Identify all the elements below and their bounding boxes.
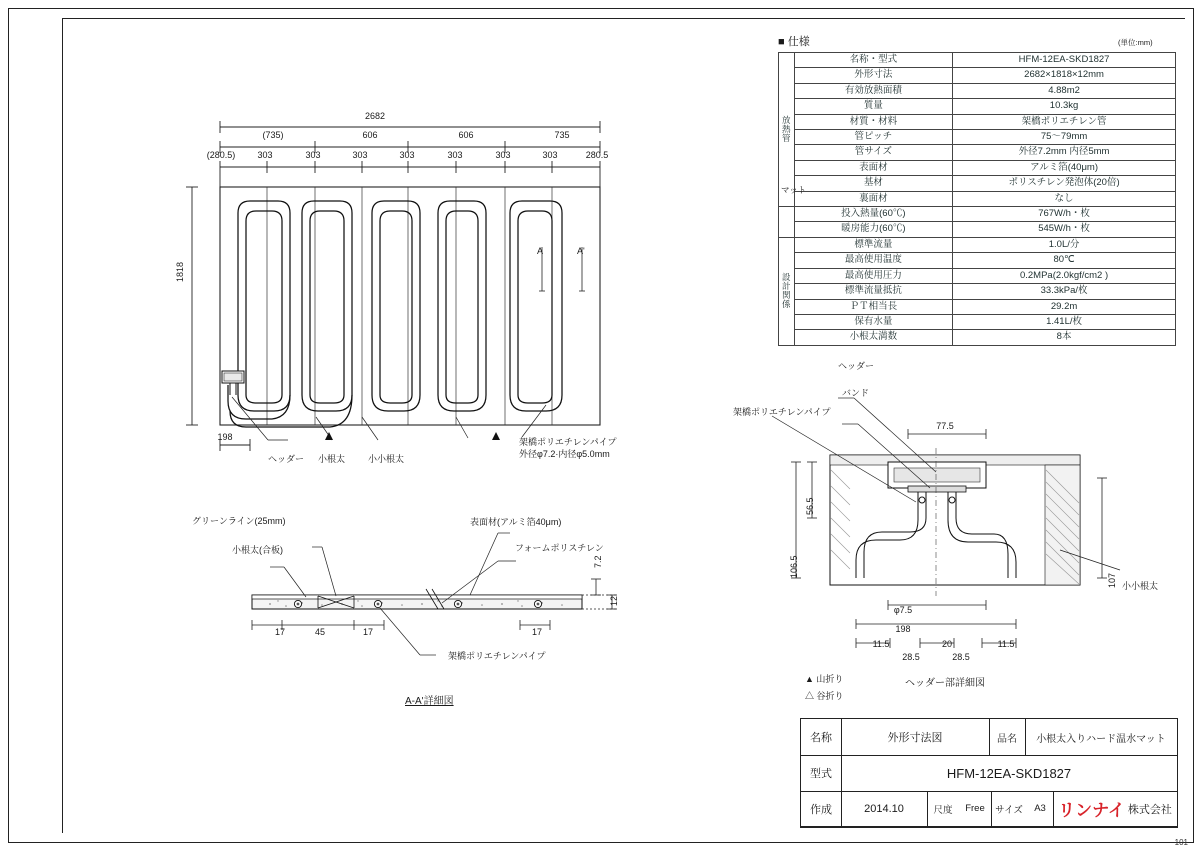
- table-row: [779, 130, 1176, 145]
- plan-dim-row2-4: 303: [399, 150, 415, 160]
- spec-table: [778, 52, 1176, 346]
- spec-value: HFM-12EA-SKD1827: [953, 53, 1176, 68]
- title-name-label: 名称: [801, 719, 842, 755]
- section-callout-koneda: 小根太(合板): [232, 545, 283, 555]
- header-dim-bottom-0: 11.5: [872, 639, 890, 649]
- title-product-label: 品名: [989, 719, 1026, 755]
- section-dim-17b: 17: [362, 627, 373, 637]
- spec-group-mat: マット: [781, 185, 807, 195]
- title-model-label: 型式: [801, 755, 842, 791]
- plan-dim-row1-2: 606: [458, 130, 474, 140]
- spec-name: 投入熱量(60℃): [794, 207, 953, 222]
- title-block-row-meta: [801, 791, 1177, 827]
- plan-dim-row1-0: (735): [262, 130, 284, 140]
- spec-group-design: 設計関係: [779, 237, 795, 345]
- spec-name: 名称・型式: [794, 53, 953, 68]
- spec-group-heat-pipe: 放熱管: [779, 53, 795, 207]
- table-row: [779, 145, 1176, 160]
- title-scale-value: Free: [959, 791, 992, 826]
- plan-dim-row2-2: 303: [305, 150, 321, 160]
- title-scale-label: 尺度: [933, 804, 953, 816]
- section-callout-green-line: グリーンライン(25mm): [192, 516, 286, 526]
- header-dim-left-2: 106.5: [789, 555, 799, 578]
- section-caption: A-A'詳細図: [405, 696, 454, 707]
- spec-value: アルミ箔(40μm): [953, 160, 1176, 175]
- header-detail-caption: ヘッダー部詳細図: [905, 678, 985, 689]
- table-row: [779, 330, 1176, 345]
- spec-name: 管サイズ: [794, 145, 953, 160]
- plan-dim-row2-6: 303: [495, 150, 511, 160]
- title-block: [800, 718, 1178, 828]
- header-detail-callout-band: バンド: [842, 388, 870, 398]
- spec-value: 8本: [953, 330, 1176, 345]
- spec-name: 暖房能力(60℃): [794, 222, 953, 237]
- company-brand-text: リンナイ: [1058, 801, 1125, 820]
- plan-view-drawing: [150, 95, 790, 565]
- section-mark-a: A: [537, 246, 544, 256]
- header-dim-bottom-1: 20: [941, 639, 952, 649]
- plan-dim-row2-8: 280.5: [585, 150, 609, 160]
- table-row: [779, 237, 1176, 252]
- table-row: [779, 191, 1176, 206]
- spec-value: 80℃: [953, 253, 1176, 268]
- table-row: [779, 268, 1176, 283]
- spec-name: 裏面材: [794, 191, 953, 206]
- plan-callout-kokoneda: 小小根太: [368, 454, 405, 464]
- spec-value: 33.3kPa/枚: [953, 284, 1176, 299]
- table-row: [779, 53, 1176, 68]
- section-view-drawing: [230, 505, 700, 705]
- spec-name: 標準流量抵抗: [794, 284, 953, 299]
- header-dim-left-1: 56.5: [805, 497, 815, 515]
- table-row: [779, 68, 1176, 83]
- company-suffix-text: 株式会社: [1127, 803, 1172, 816]
- table-row: [779, 176, 1176, 191]
- spec-value: 29.2m: [953, 299, 1176, 314]
- plan-dim-row2-7: 303: [542, 150, 558, 160]
- section-dim-17a: 17: [274, 627, 285, 637]
- plan-dim-row2-1: 303: [257, 150, 273, 160]
- table-row: [779, 114, 1176, 129]
- spec-value: 0.2MPa(2.0kgf/cm2 ): [953, 268, 1176, 283]
- sheet-number: 101: [1174, 838, 1188, 847]
- plan-dim-row2-0: (280.5): [206, 150, 236, 160]
- table-row: [779, 299, 1176, 314]
- title-size-label: サイズ: [995, 804, 1023, 816]
- spec-value: 外径7.2mm 内径5mm: [953, 145, 1176, 160]
- spec-name: 小根太満数: [794, 330, 953, 345]
- mountain-fold-mark-icon-2: [492, 432, 500, 440]
- table-row: [779, 99, 1176, 114]
- header-dim-bottom-2: 11.5: [997, 639, 1015, 649]
- plan-overall-width-dim: 2682: [364, 111, 386, 121]
- section-callout-foam-polystyrene: フォームポリスチレン: [515, 543, 604, 553]
- title-product-value: 小根太入りハード温水マット: [1036, 733, 1166, 745]
- title-block-row-model: [801, 755, 1177, 792]
- header-dim-inner-diameter: φ7.5: [893, 605, 913, 615]
- title-block-row-name: [801, 719, 1177, 756]
- header-dim-top: 77.5: [936, 421, 954, 431]
- spec-name: 最高使用圧力: [794, 268, 953, 283]
- spec-name: 保有水量: [794, 314, 953, 329]
- legend-valley-fold: △ 谷折り: [805, 691, 844, 701]
- plan-left-offset-dim: 198: [217, 432, 233, 442]
- section-dim-17c: 17: [531, 627, 542, 637]
- spec-value: なし: [953, 191, 1176, 206]
- header-detail-callout-pex-pipe: 架橋ポリエチレンパイプ: [733, 407, 831, 417]
- spec-value: 1.41L/枚: [953, 314, 1176, 329]
- valley-fold-mark-icon: [380, 432, 388, 440]
- sheet-left-margin: [8, 26, 63, 826]
- spec-name: 標準流量: [794, 237, 953, 252]
- plan-dim-row2-5: 303: [447, 150, 463, 160]
- header-detail-callout-kokoneda: 小小根太: [1122, 581, 1159, 591]
- spec-unit-note: (単位:mm): [1118, 38, 1153, 47]
- section-dim-12: 12: [609, 595, 619, 606]
- spec-table-title: ■ 仕様: [778, 36, 810, 48]
- spec-value: 767W/h・枚: [953, 207, 1176, 222]
- spec-name: 基材: [794, 176, 953, 191]
- title-model-value: HFM-12EA-SKD1827: [946, 765, 1072, 781]
- spec-value: 1.0L/分: [953, 237, 1176, 252]
- table-row: [779, 222, 1176, 237]
- company-logo: [1053, 791, 1177, 826]
- plan-callout-header: ヘッダー: [268, 454, 305, 464]
- table-row: [779, 314, 1176, 329]
- title-created-value: 2014.10: [841, 791, 928, 826]
- spec-value: 4.88m2: [953, 83, 1176, 98]
- title-name-value: 外形寸法図: [841, 719, 990, 755]
- plan-dim-row1-3: 735: [554, 130, 570, 140]
- spec-name: ＰＴ相当長: [794, 299, 953, 314]
- plan-callout-koneda: 小根太: [318, 454, 346, 464]
- spec-name: 質量: [794, 99, 953, 114]
- table-row: [779, 207, 1176, 222]
- section-callout-surface-material: 表面材(アルミ箔40μm): [470, 517, 562, 527]
- header-detail-callout-header: ヘッダー: [838, 361, 875, 371]
- legend-mountain-fold: ▲ 山折り: [805, 674, 844, 684]
- plan-callout-pex-pipe: 架橋ポリエチレンパイプ: [519, 437, 617, 447]
- table-row: [779, 83, 1176, 98]
- section-dim-7-2: 7.2: [593, 555, 603, 568]
- section-mark-a-prime: A': [577, 246, 585, 256]
- spec-value: 2682×1818×12mm: [953, 68, 1176, 83]
- table-row: [779, 284, 1176, 299]
- spec-name: 最高使用温度: [794, 253, 953, 268]
- spec-name: 材質・材料: [794, 114, 953, 129]
- header-dim-bottom2-0: 28.5: [902, 652, 920, 662]
- table-row: [779, 160, 1176, 175]
- plan-overall-height-dim: 1818: [175, 261, 185, 282]
- plan-callout-pex-pipe-size: 外径φ7.2·内径φ5.0mm: [519, 449, 610, 459]
- spec-name: 表面材: [794, 160, 953, 175]
- spec-name: 有効放熱面積: [794, 83, 953, 98]
- header-dim-inner-198: 198: [895, 624, 911, 634]
- header-dim-bottom2-1: 28.5: [952, 652, 970, 662]
- header-dim-right: 107: [1107, 572, 1117, 588]
- section-dim-45: 45: [314, 627, 325, 637]
- table-row: [779, 253, 1176, 268]
- title-size-value: A3: [1027, 791, 1054, 826]
- spec-value: ポリスチレン発泡体(20倍): [953, 176, 1176, 191]
- spec-value: 545W/h・枚: [953, 222, 1176, 237]
- header-detail-drawing: [790, 400, 1190, 700]
- spec-value: 10.3kg: [953, 99, 1176, 114]
- mountain-fold-mark-icon: [325, 432, 333, 440]
- spec-value: 架橋ポリエチレン管: [953, 114, 1176, 129]
- section-callout-pex-pipe: 架橋ポリエチレンパイプ: [448, 651, 546, 661]
- spec-name: 外形寸法: [794, 68, 953, 83]
- plan-dim-row1-1: 606: [362, 130, 378, 140]
- title-created-label: 作成: [801, 791, 842, 826]
- plan-dim-row2-3: 303: [352, 150, 368, 160]
- spec-value: 75～79mm: [953, 130, 1176, 145]
- spec-name: 管ピッチ: [794, 130, 953, 145]
